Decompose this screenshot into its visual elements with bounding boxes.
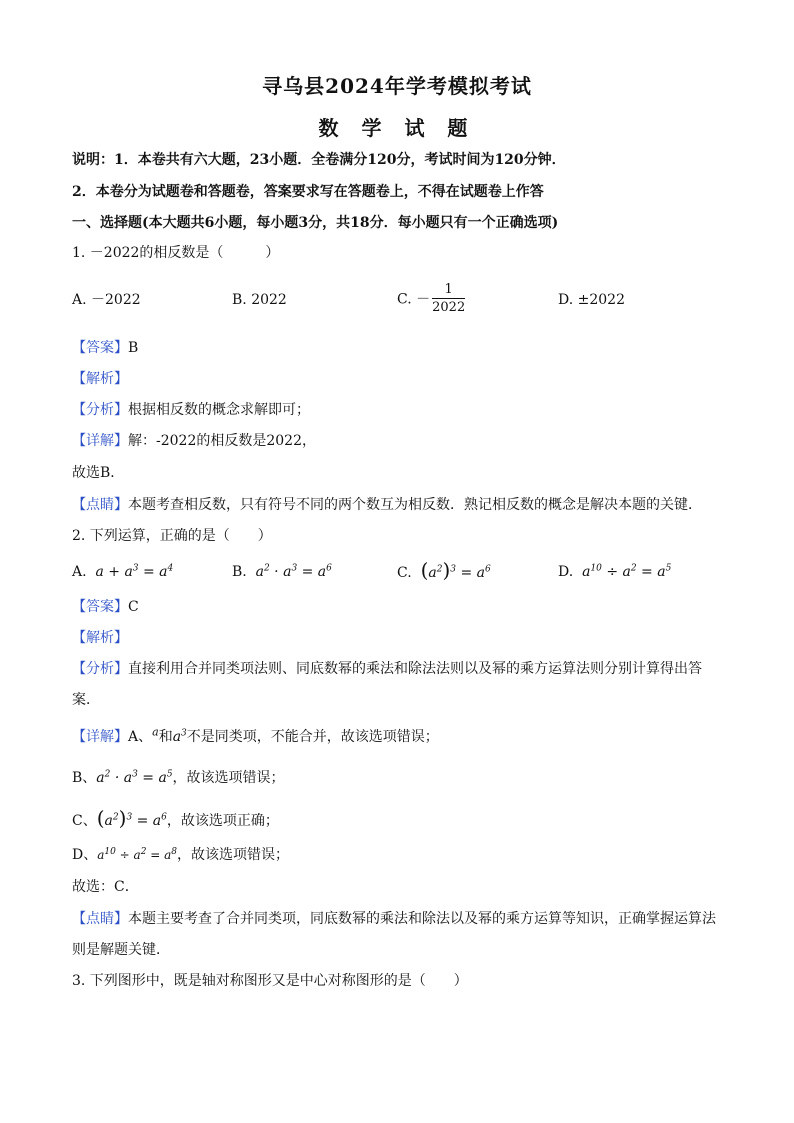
answer-tag: 【答案】 xyxy=(72,340,128,356)
q2-option-c xyxy=(397,560,491,583)
q2-choose: 故选：C． xyxy=(72,879,139,895)
q2-comment-line-2: 则是解题关键． xyxy=(72,942,170,958)
formula: $a^3$ xyxy=(172,728,187,745)
q1-option-c xyxy=(397,282,465,317)
question-3-stem: 3. 下列图形中，既是轴对称图形又是中心对称图形的是（ ） xyxy=(72,973,468,989)
detail-c-suffix: ，故该选项正确； xyxy=(166,813,279,829)
detail-d-suffix: ，故该选项错误； xyxy=(177,847,289,863)
q1-option-b: B. 2022 xyxy=(232,292,287,308)
answer-value: C xyxy=(128,599,139,615)
formula: $a^{10} \div a^2 = a^8$ xyxy=(97,847,177,862)
detail-a-suffix: 不是同类项，不能合并，故该选项错误； xyxy=(186,729,439,745)
q2-fenxi-line-2: 案． xyxy=(72,692,100,708)
q2-detail-a xyxy=(72,727,734,747)
comment-tag: 【点睛】 xyxy=(72,911,128,927)
q1-comment xyxy=(72,495,734,515)
q1-choose: 故选B． xyxy=(72,465,125,481)
q1-option-c-prefix: C. － xyxy=(397,291,431,308)
q2-option-d xyxy=(558,562,671,582)
option-label: D. xyxy=(558,564,574,580)
formula: a xyxy=(152,725,159,739)
q1-fenxi xyxy=(72,400,734,420)
q2-detail-b xyxy=(72,768,734,788)
detail-a-mid: 和 xyxy=(158,729,173,745)
q2-analysis-tag: 【解析】 xyxy=(72,630,128,646)
formula: $(a^2)^3 = a^6$ xyxy=(96,806,167,830)
formula: $a^2 \cdot a^3 = a^5$ xyxy=(96,769,173,786)
section-heading: 一、选择题(本大题共6小题，每小题3分，共18分．每小题只有一个正确选项) xyxy=(72,215,559,231)
fraction-numerator: 1 xyxy=(432,282,465,299)
subject-title: 数 学 试 题 xyxy=(318,116,476,140)
q2-option-b xyxy=(232,562,332,582)
fenxi-tag: 【分析】 xyxy=(72,661,128,677)
instructions-line-1: 说明：1．本卷共有六大题，23小题．全卷满分120分，考试时间为120分钟． xyxy=(72,152,566,168)
q1-answer xyxy=(72,338,734,358)
formula: $a^{10} \div a^2 = a^5$ xyxy=(577,563,672,580)
detail-b-suffix: ，故该选项错误； xyxy=(172,770,285,786)
fenxi-text: 直接利用合并同类项法则、同底数幂的乘法和除法法则以及幂的乘方运算法则分别计算得出答 xyxy=(128,661,702,677)
answer-value: B xyxy=(128,340,139,356)
detail-text: 解：-2022的相反数是2022， xyxy=(128,433,316,449)
fraction-denominator: 2022 xyxy=(432,300,466,315)
fenxi-text: 根据相反数的概念求解即可； xyxy=(128,402,310,418)
question-1-stem: 1. －2022的相反数是（ ） xyxy=(72,245,280,261)
q2-detail-c xyxy=(72,808,734,831)
comment-text: 本题考查相反数，只有符号不同的两个数互为相反数．熟记相反数的概念是解决本题的关键． xyxy=(128,497,702,513)
q2-option-a xyxy=(72,562,173,582)
instructions-line-2: 2．本卷分为试题卷和答题卷，答案要求写在答题卷上，不得在试题卷上作答 xyxy=(72,184,544,200)
q1-detail xyxy=(72,431,734,451)
detail-b-prefix: B、 xyxy=(72,770,97,786)
option-label: A. xyxy=(72,564,87,580)
formula: $(a^2)^3 = a^6$ xyxy=(420,558,491,582)
option-label: B. xyxy=(232,564,247,580)
q2-detail-d xyxy=(72,845,734,865)
fraction xyxy=(432,282,465,317)
fenxi-tag: 【分析】 xyxy=(72,402,128,418)
comment-text: 本题主要考查了合并同类项，同底数幂的乘法和除法以及幂的乘方运算等知识，正确掌握运算法 xyxy=(128,911,716,927)
option-label: C. xyxy=(397,565,412,581)
q2-answer xyxy=(72,597,734,617)
q1-option-d: D. ±2022 xyxy=(558,292,625,308)
q2-fenxi-line-1 xyxy=(72,659,734,679)
detail-d-prefix: D、 xyxy=(72,847,98,863)
q2-comment-line-1 xyxy=(72,909,734,929)
exam-title: 寻乌县2024年学考模拟考试 xyxy=(262,74,532,98)
q1-analysis-tag: 【解析】 xyxy=(72,371,128,387)
detail-tag: 【详解】 xyxy=(72,433,128,449)
formula: $a^2 \cdot a^3 = a^6$ xyxy=(251,563,332,580)
question-2-stem: 2. 下列运算，正确的是（ ） xyxy=(72,528,272,544)
detail-tag: 【详解】 xyxy=(72,729,128,745)
detail-a-prefix: A、 xyxy=(128,729,153,745)
comment-tag: 【点睛】 xyxy=(72,497,128,513)
q1-option-a: A. －2022 xyxy=(72,292,141,308)
answer-tag: 【答案】 xyxy=(72,599,128,615)
formula: $a + a^3 = a^4$ xyxy=(91,563,174,580)
detail-c-prefix: C、 xyxy=(72,813,97,829)
